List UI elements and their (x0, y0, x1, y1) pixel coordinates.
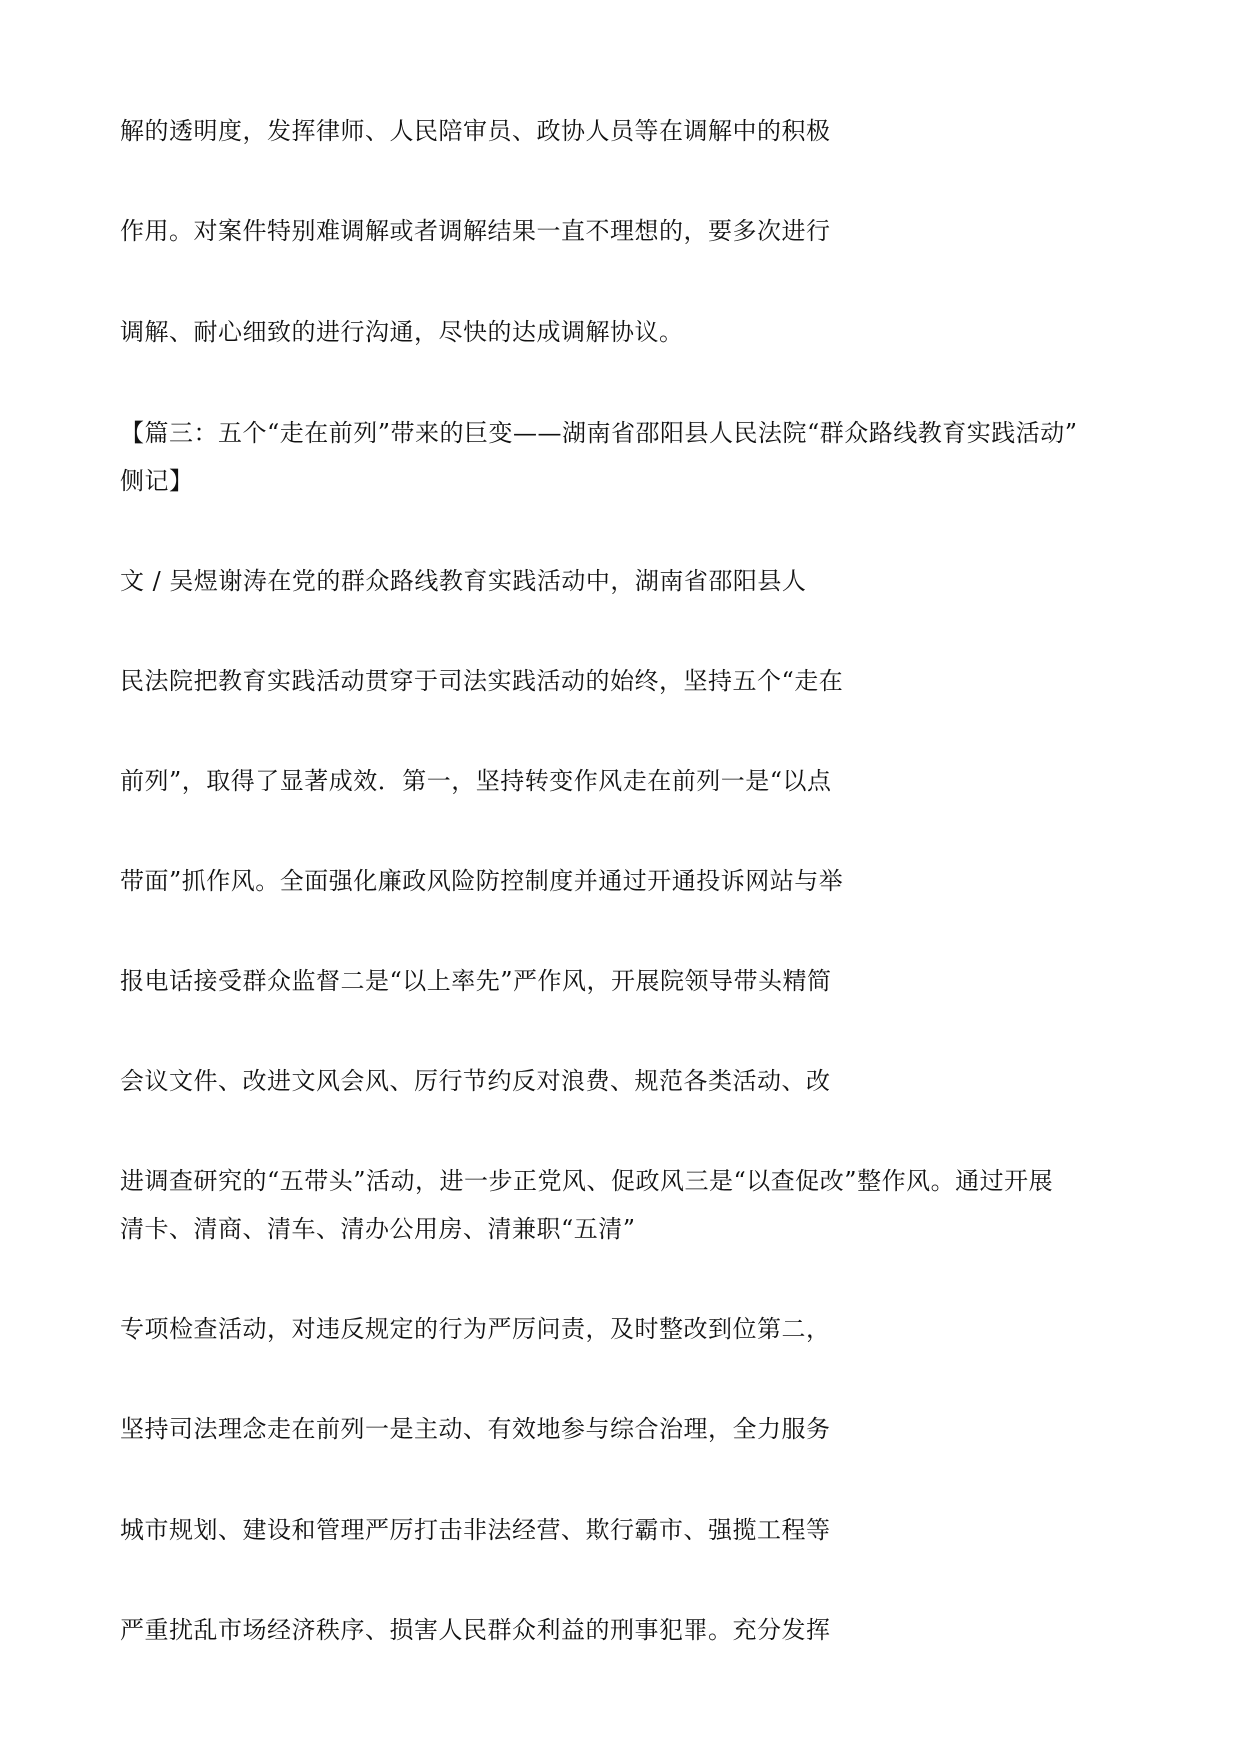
text-line: 解的透明度，发挥律师、人民陪审员、政协人员等在调解中的积极 (120, 117, 831, 145)
section-heading: 【篇三：五个“走在前列”带来的巨变——湖南省邵阳县人民法院“群众路线教育实践活动” (120, 419, 1078, 447)
text-line: 进调查研究的“五带头”活动，进一步正党风、促政风三是“以查促改”整作风。通过开展 (120, 1167, 1054, 1195)
text-line: 文 / 吴煜谢涛在党的群众路线教育实践活动中，湖南省邵阳县人 (120, 567, 807, 595)
text-line: 专项检查活动，对违反规定的行为严厉问责，及时整改到位第二， (120, 1315, 831, 1343)
text-line: 前列”，取得了显著成效．第一，坚持转变作风走在前列一是“以点 (120, 767, 832, 795)
text-line: 清卡、清商、清车、清办公用房、清兼职“五清” (120, 1215, 636, 1243)
text-line: 会议文件、改进文风会风、厉行节约反对浪费、规范各类活动、改 (120, 1067, 831, 1095)
text-line: 作用。对案件特别难调解或者调解结果一直不理想的，要多次进行 (120, 217, 831, 245)
text-line: 带面”抓作风。全面强化廉政风险防控制度并通过开通投诉网站与举 (120, 867, 844, 895)
text-line: 报电话接受群众监督二是“以上率先”严作风，开展院领导带头精简 (120, 967, 832, 995)
text-line: 坚持司法理念走在前列一是主动、有效地参与综合治理，全力服务 (120, 1415, 831, 1443)
text-line: 调解、耐心细致的进行沟通，尽快的达成调解协议。 (120, 318, 684, 346)
section-heading-continuation: 侧记】 (120, 467, 194, 495)
text-line: 民法院把教育实践活动贯穿于司法实践活动的始终，坚持五个“走在 (120, 667, 844, 695)
text-line: 严重扰乱市场经济秩序、损害人民群众利益的刑事犯罪。充分发挥 (120, 1616, 831, 1644)
text-line: 城市规划、建设和管理严厉打击非法经营、欺行霸市、强揽工程等 (120, 1516, 831, 1544)
